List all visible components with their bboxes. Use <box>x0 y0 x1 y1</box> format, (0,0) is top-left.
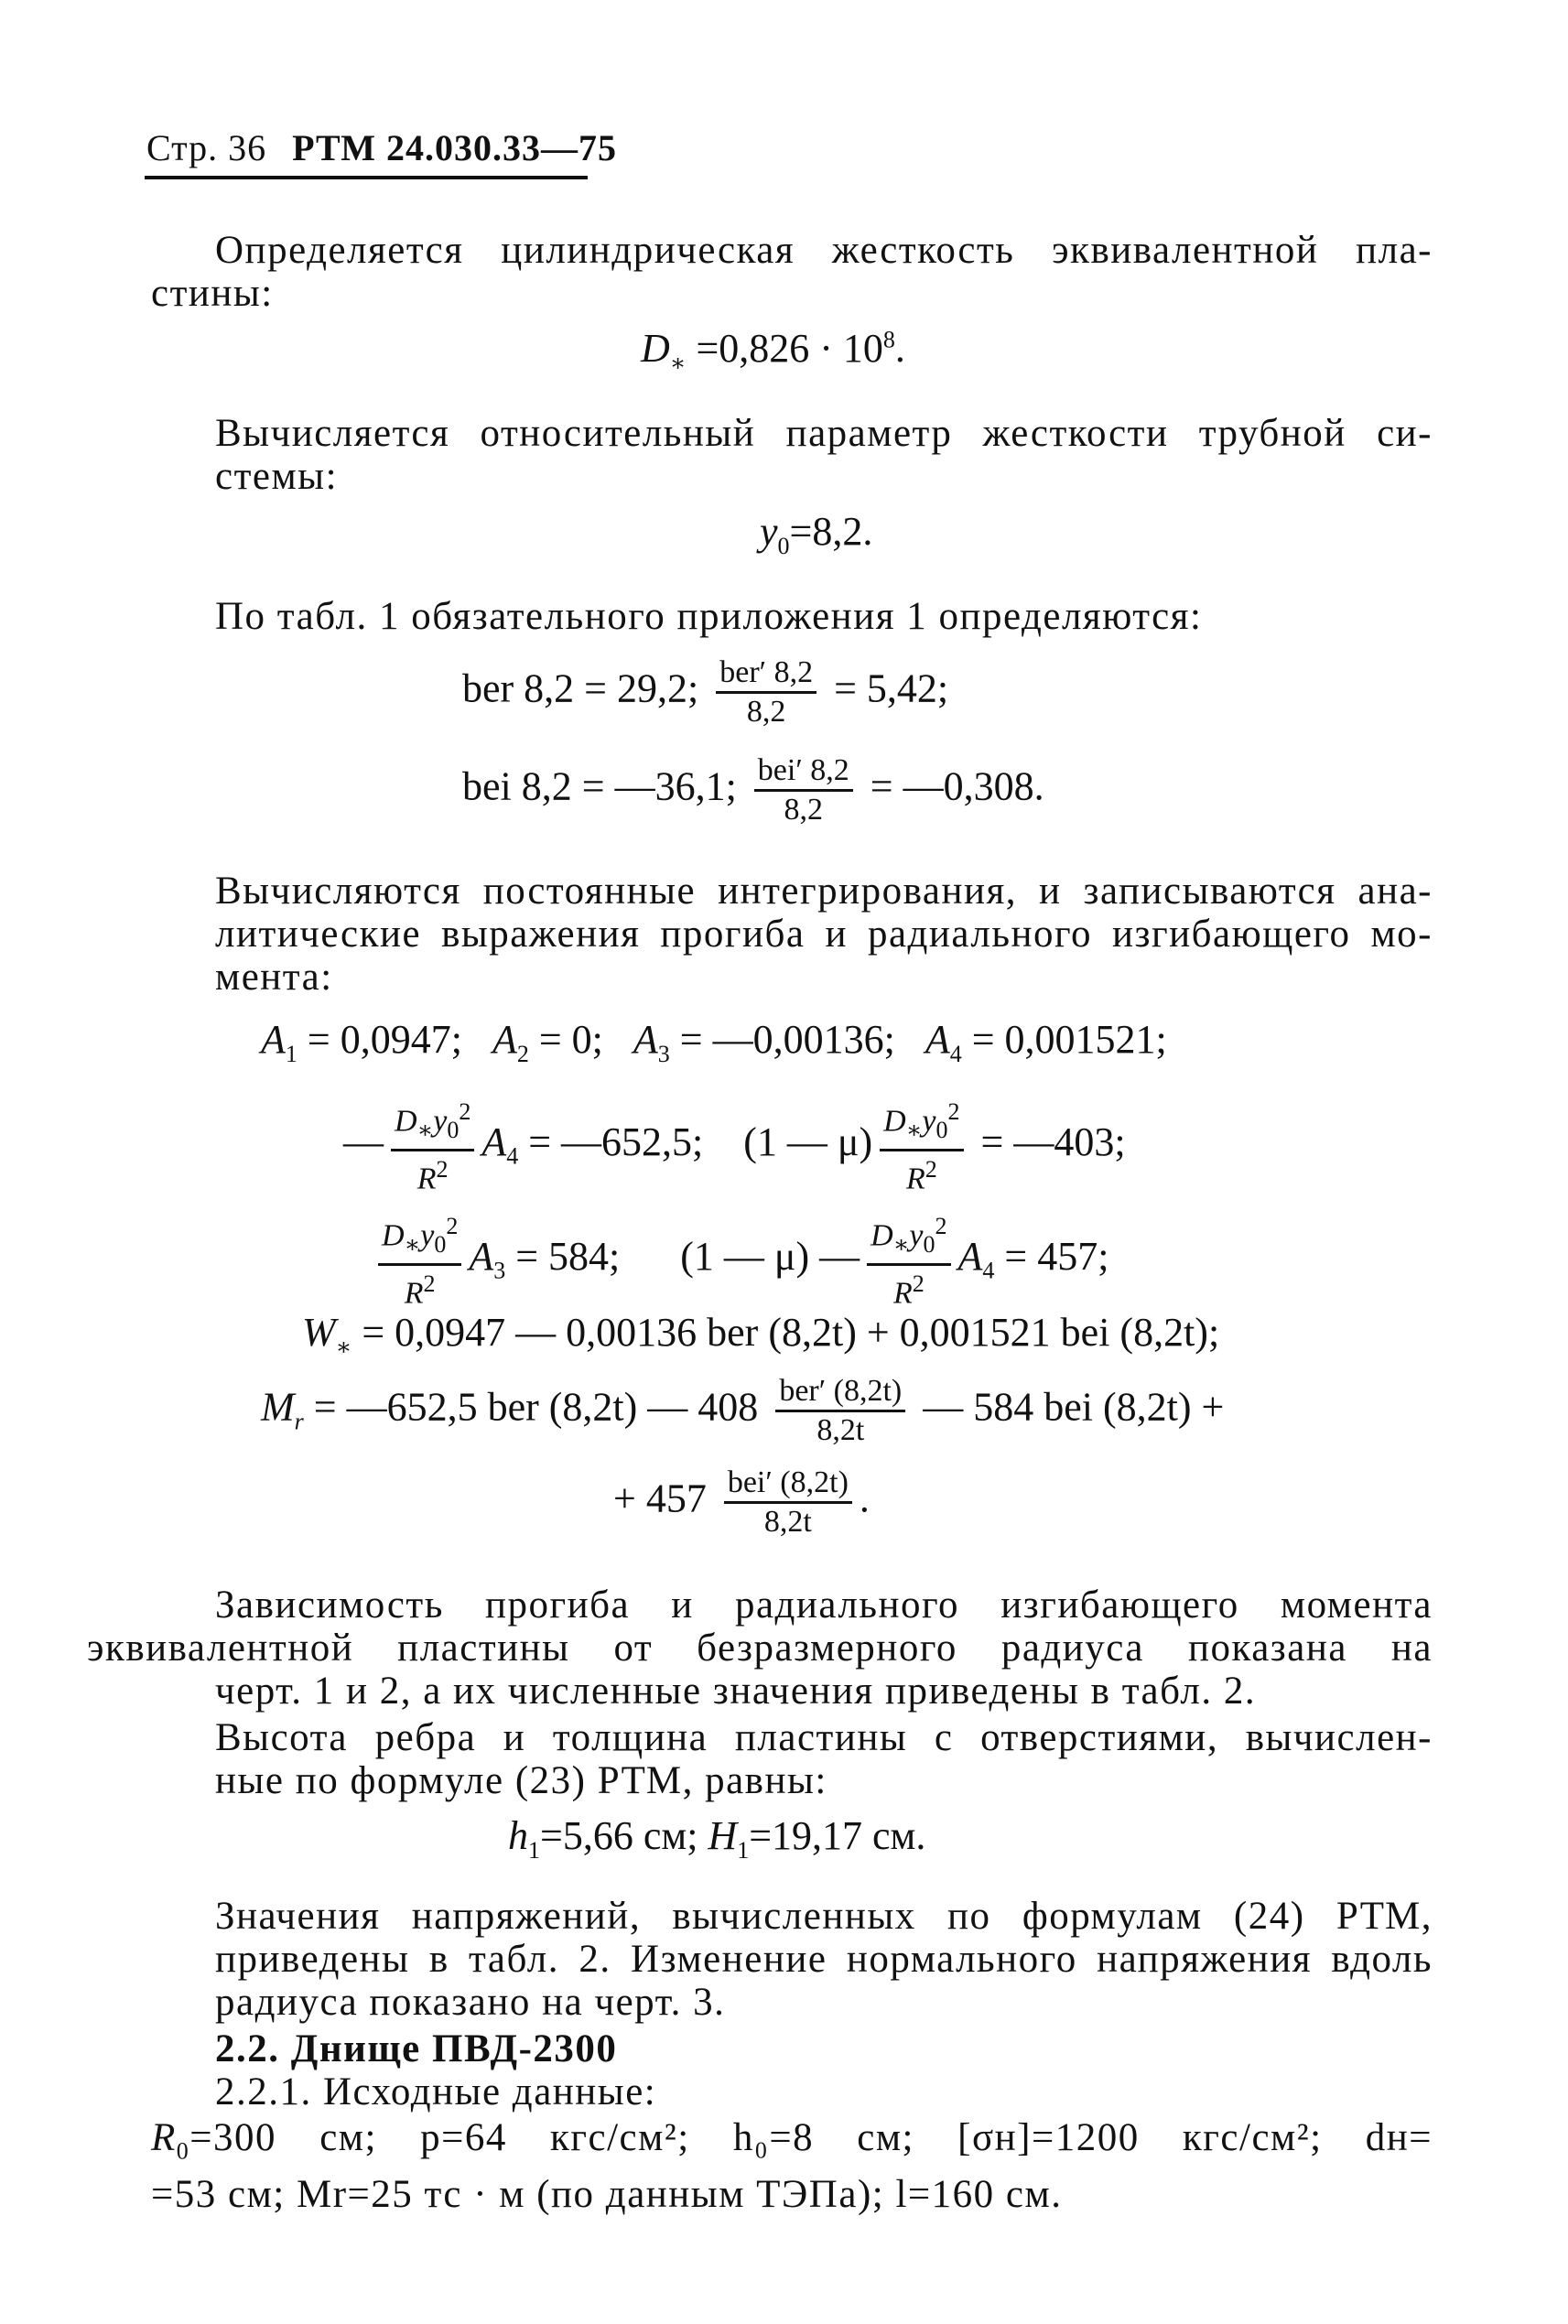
text-line: стины: <box>151 272 274 315</box>
paragraph-stress-values <box>151 1895 1433 2024</box>
text-line: Зависимость прогиба и радиального изгибающего момента <box>215 1584 1433 1627</box>
fraction <box>754 752 853 828</box>
text-line: Высота ребра и толщина пластины с отверстиями, вычислен- <box>215 1716 1433 1759</box>
section-heading-2-2-1 <box>151 2070 1433 2113</box>
text-line: Определяется цилиндрическая жесткость эквивалентной пла- <box>215 229 1433 272</box>
eq-text: = —652,5; <box>528 1119 704 1164</box>
text-line: Вычисляются постоянные интегрирования, и записываются ана- <box>215 870 1433 913</box>
eq-text: = 0,001521; <box>971 1017 1167 1062</box>
eq-text: = 457; <box>1004 1233 1109 1279</box>
eq-text: = 0; <box>538 1017 603 1062</box>
frac-num: ber′ (8,2t) <box>775 1373 905 1412</box>
frac-num: bei′ (8,2t) <box>724 1465 852 1504</box>
frac-den: 8,2 <box>784 793 824 827</box>
eq-text: = 5,42; <box>834 665 949 711</box>
eq-text: = —0,00136; <box>679 1017 895 1062</box>
paragraph-rib-height <box>151 1716 1433 1802</box>
page-header <box>146 126 617 169</box>
fraction <box>378 1208 461 1312</box>
text-line: =53 см; Mr=25 тс · м (по данным ТЭПа); l=160 см. <box>151 2172 1063 2216</box>
equation-w: $W_∗ = 0,0947$ — 0,00136 ber (8,2t) + 0,001521 bei (8,2t); <box>302 1310 1220 1360</box>
equation-d-star: $D_∗ =0,826 \cdot 10^8$. <box>641 326 905 376</box>
eq-text: + 457 <box>613 1475 707 1521</box>
section-heading-2-2 <box>151 2027 1433 2070</box>
text-line: черт. 1 и 2, а их численные значения приведены в табл. 2. <box>215 1670 1257 1713</box>
eq-text: =19,17 см. <box>749 1813 926 1858</box>
eq-text: =8,2. <box>789 509 873 554</box>
eq-exponent: 8 <box>882 326 895 353</box>
paragraph-stiffness-parameter <box>151 412 1433 498</box>
frac-num: $D_∗y_0^2$ <box>391 1094 474 1151</box>
equation-y0: $y_0=8,2$. <box>760 509 873 559</box>
eq-text: =300 см; p=64 кгс/см²; h₀=8 см; [σн]=1200 кгс/см²; dн= <box>189 2116 1433 2159</box>
frac-den: $R^2$ <box>416 1156 449 1196</box>
subsection-title: 2.2.1. Исходные данные: <box>215 2070 657 2113</box>
eq-text: = 0,0947; <box>307 1017 462 1062</box>
frac-den: $R^2$ <box>905 1156 937 1196</box>
fraction <box>391 1094 474 1197</box>
equation-bei <box>462 752 1044 828</box>
eq-text: bei 8,2 = —36,1; <box>462 763 737 809</box>
fraction <box>880 1094 963 1197</box>
header-rule <box>145 176 588 179</box>
text-line: литические выражения прогиба и радиального изгибающего мо- <box>215 913 1433 956</box>
paragraph-cylindrical-stiffness <box>151 229 1433 315</box>
paragraph-integration-constants <box>151 870 1433 999</box>
paragraph-dependence <box>87 1584 1433 1713</box>
frac-den: 8,2t <box>763 1505 812 1539</box>
fraction <box>775 1373 905 1449</box>
equation-row-e1-e2: — $\frac{D_∗y_0^2}{R^2}$ $A_4$ = —652,5; (1 — μ) $\frac{D_∗y_0^2}{R^2}$ = —403; <box>343 1094 1126 1197</box>
page-number: Стр. 36 <box>146 127 267 168</box>
fraction <box>724 1465 852 1540</box>
eq-text: ber 8,2 = 29,2; <box>462 665 699 711</box>
text-line: мента: <box>215 956 333 999</box>
equation-mr: $M_r$ = —652,5 ber (8,2t) — 408 $\frac{\text{ber′ (8,2t)}}{8,2t}$ — 584 bei (8,2t) + <box>261 1374 1225 1447</box>
text-line: эквивалентной пластины от безразмерного радиуса показана на <box>87 1627 1433 1670</box>
text-line: радиуса показано на черт. 3. <box>215 1981 726 2024</box>
paragraph-table-ref <box>151 595 1433 638</box>
eq-text: = —403; <box>980 1119 1126 1164</box>
paragraph-input-data <box>151 2116 1433 2216</box>
equation-mr-continued: + 457 $\frac{\text{bei′ (8,2t)}}{8,2t}$ . <box>613 1465 870 1539</box>
frac-num: $D_∗y_0^2$ <box>880 1094 963 1151</box>
text-line: ные по формуле (23) РТМ, равны: <box>215 1759 827 1802</box>
eq-text: = 0,0947 — 0,00136 ber (8,2t) + 0,001521 bei (8,2t); <box>362 1310 1220 1355</box>
frac-num: $D_∗y_0^2$ <box>867 1208 950 1266</box>
eq-text: — 584 bei (8,2t) + <box>923 1384 1225 1430</box>
frac-den: $R^2$ <box>404 1270 436 1311</box>
text-line: Значения напряжений, вычисленных по формулам (24) РТМ, <box>215 1895 1433 1938</box>
eq-text: = 584; <box>515 1233 621 1279</box>
equation-constants-a: $A_1 = 0,0947$; $A_2 = 0$; $A_3$ = —0,00136; $A_4 = 0,001521$; <box>261 1017 1167 1067</box>
eq-text: = —652,5 ber (8,2t) — 408 <box>313 1384 759 1430</box>
standard-code: РТМ 24.030.33—75 <box>292 127 617 168</box>
equation-row-e3-e4: $\frac{D_∗y_0^2}{R^2}$ $A_3 = 584$; (1 — μ) — $\frac{D_∗y_0^2}{R^2}$ $A_4 = 457$; <box>371 1208 1108 1312</box>
text-line: По табл. 1 обязательного приложения 1 определяются: <box>215 595 1203 638</box>
text-line: $R_0=300$ см; p=64 кгс/см²; h₀=8 см; [σн]=1200 кгс/см²; dн= <box>151 2116 1433 2165</box>
section-title: 2.2. Днище ПВД-2300 <box>215 2027 618 2070</box>
eq-text: =5,66 см; <box>540 1813 698 1858</box>
equation-ber <box>462 654 948 730</box>
frac-den: 8,2t <box>816 1413 865 1447</box>
eq-text: = —0,308. <box>870 763 1044 809</box>
text-line: Вычисляется относительный параметр жесткости трубной си- <box>215 412 1433 455</box>
eq-text: =0,826 · 10 <box>696 326 883 371</box>
frac-num: $D_∗y_0^2$ <box>378 1208 461 1266</box>
frac-num: ber′ 8,2 <box>716 654 816 694</box>
text-line: стемы: <box>215 455 339 498</box>
frac-den: $R^2$ <box>892 1270 925 1311</box>
fraction <box>716 654 816 730</box>
frac-den: 8,2 <box>746 695 786 729</box>
frac-num: bei′ 8,2 <box>754 752 853 792</box>
fraction <box>867 1208 950 1312</box>
text-line: приведены в табл. 2. Изменение нормального напряжения вдоль <box>215 1938 1433 1981</box>
equation-h-values: $h_1=5,66$ см; $H_1=19,17$ см. <box>508 1813 926 1864</box>
